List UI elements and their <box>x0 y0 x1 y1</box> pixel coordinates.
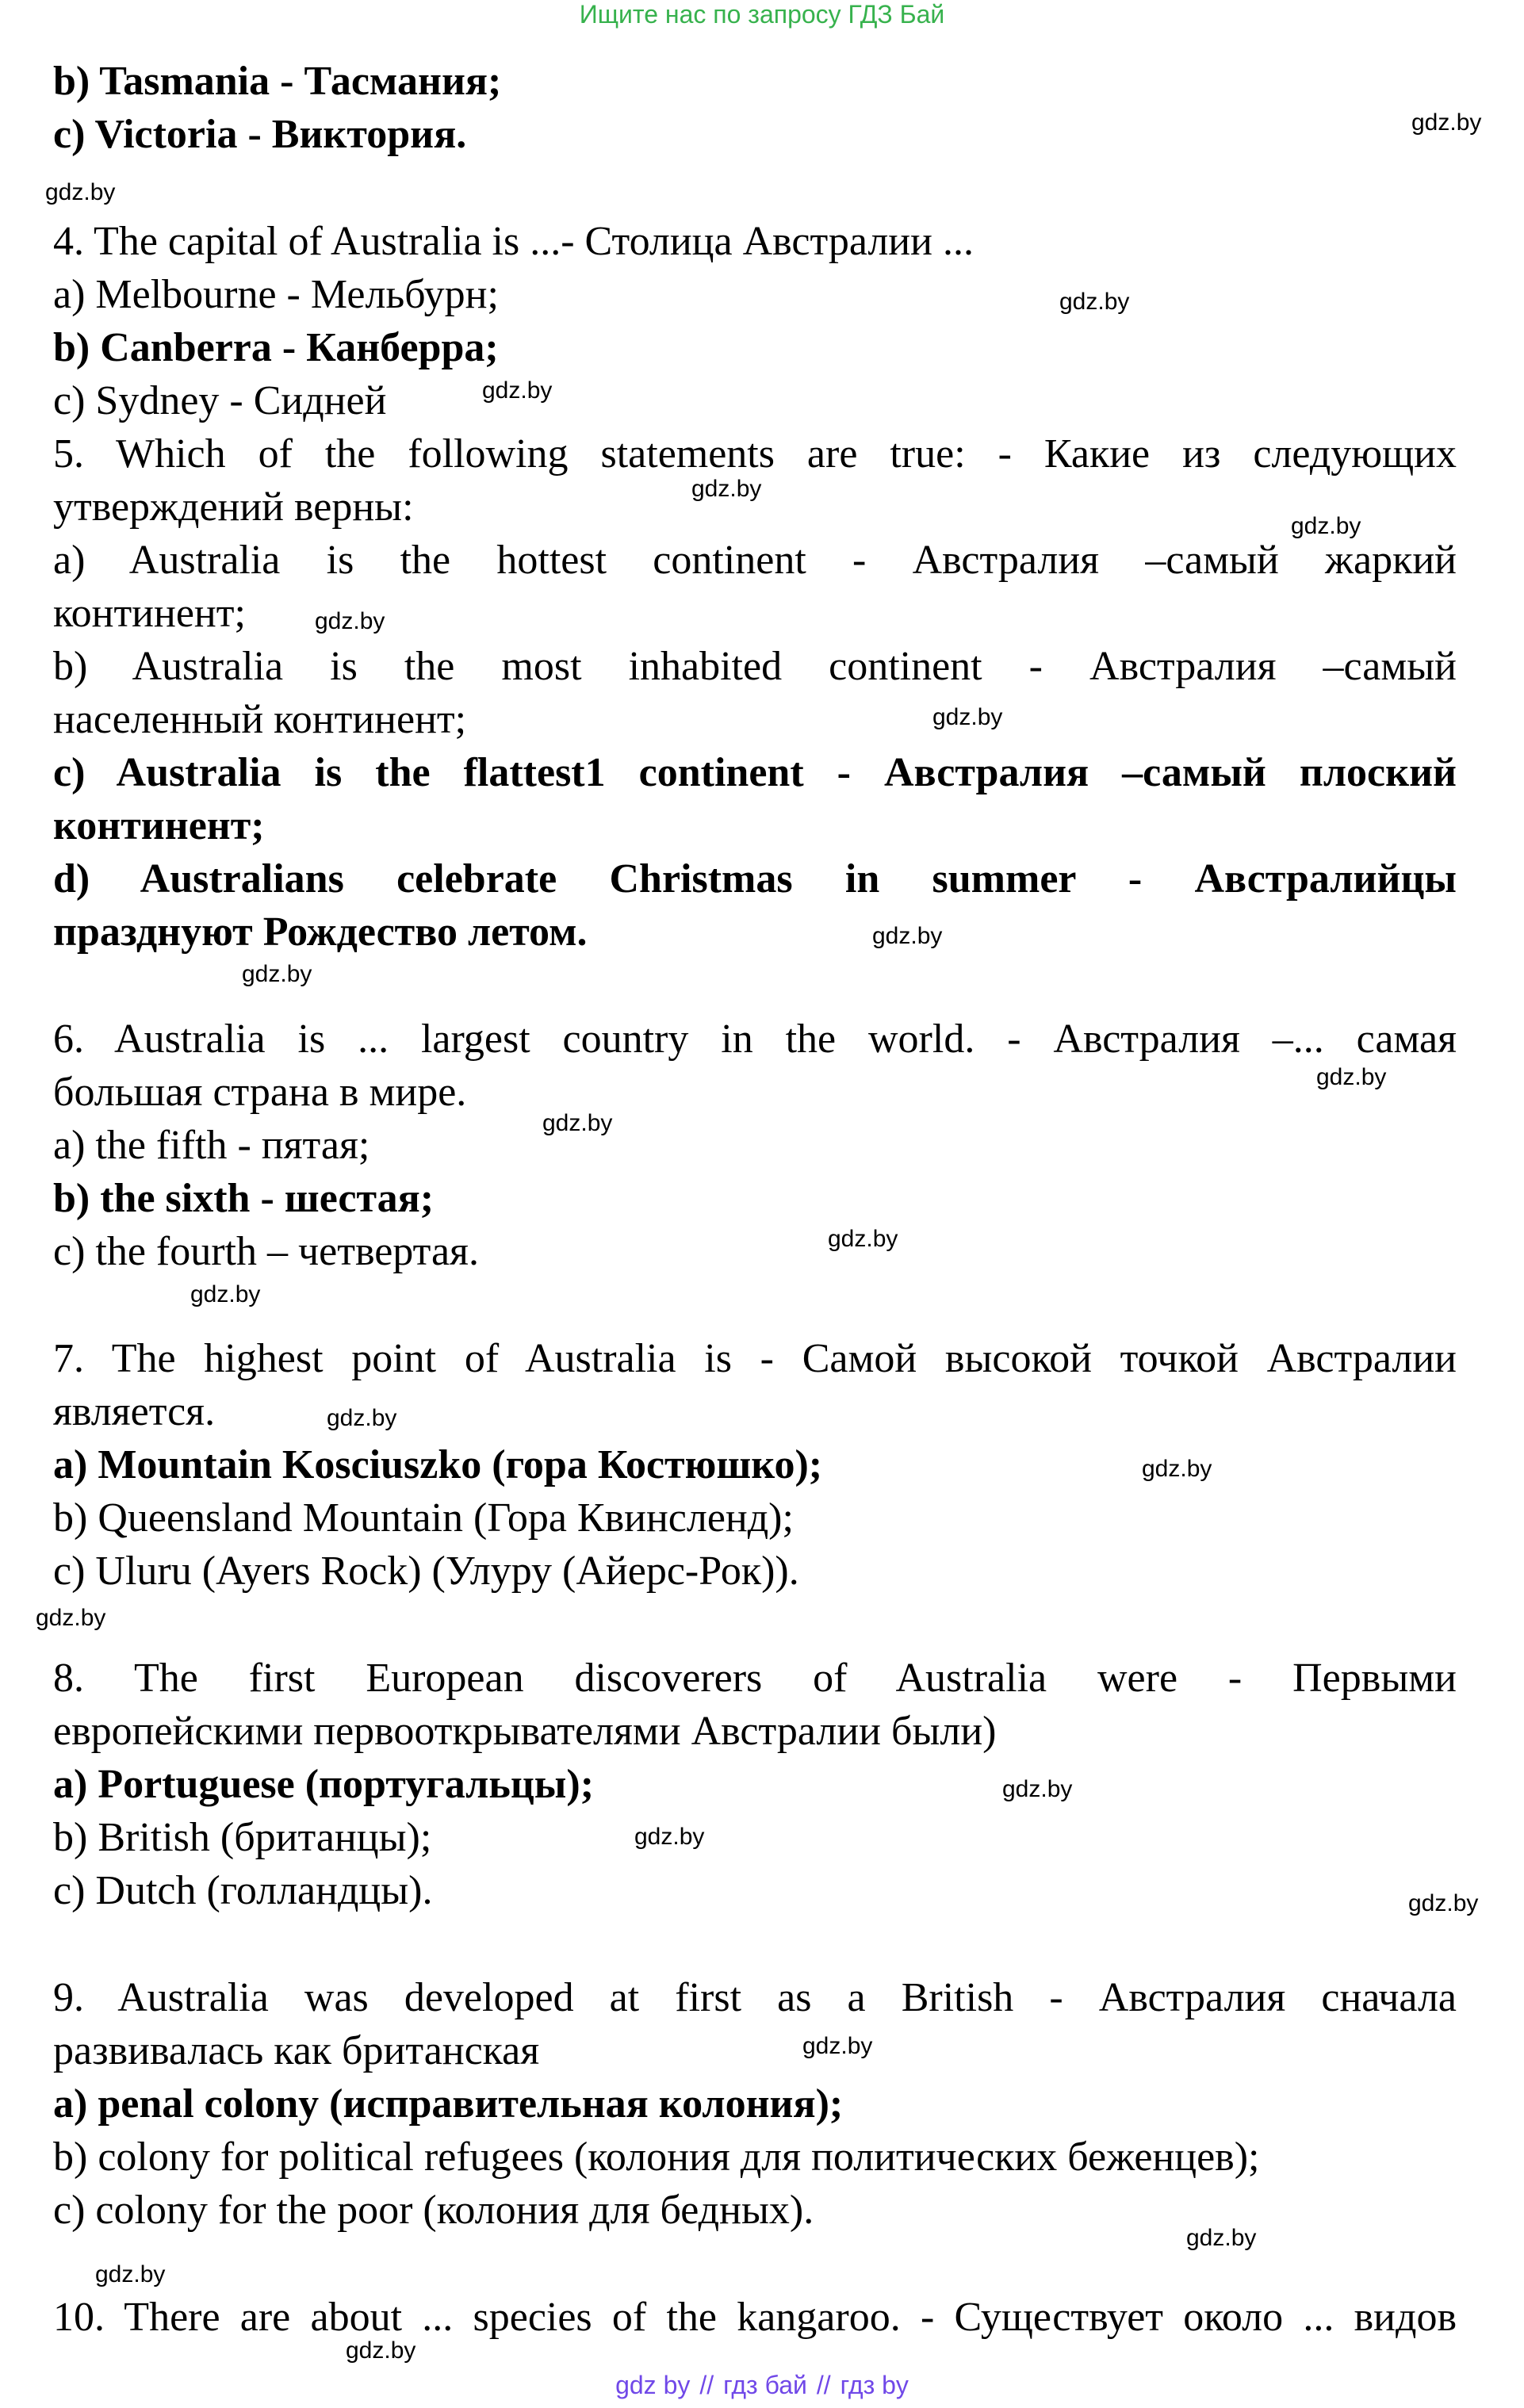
text-line: d) Australians celebrate Christmas in summer - Австралийцы <box>53 856 1457 902</box>
watermark: gdz.by <box>1408 1890 1479 1916</box>
text-line: 10. There are about ... species of the kangaroo. - Существует около ... видов <box>53 2295 1457 2340</box>
watermark: gdz.by <box>802 2033 873 2059</box>
text-line: континент; <box>53 591 246 636</box>
text-line: b) Queensland Mountain (Гора Квинсленд); <box>53 1495 794 1541</box>
text-line: празднуют Рождество летом. <box>53 909 588 955</box>
text-line: c) colony for the poor (колония для бедных). <box>53 2188 814 2233</box>
text-line: 6. Australia is ... largest country in the world. - Австралия –... самая <box>53 1016 1457 1062</box>
text-line: 5. Which of the following statements are true: - Какие из следующих <box>53 431 1457 477</box>
text-line: населенный континент; <box>53 697 467 742</box>
text-line: c) the fourth – четвертая. <box>53 1229 479 1274</box>
text-line: b) Canberra - Канберра; <box>53 325 499 370</box>
page-footer <box>0 2371 1524 2400</box>
watermark: gdz.by <box>482 377 553 404</box>
text-line: a) penal colony (исправительная колония); <box>53 2081 844 2127</box>
watermark: gdz.by <box>1291 513 1361 539</box>
watermark: gdz.by <box>1002 1776 1073 1802</box>
text-line: a) Australia is the hottest continent - Австралия –самый жаркий <box>53 538 1457 583</box>
text-line: 9. Australia was developed at first as a British - Австралия сначала <box>53 1975 1457 2020</box>
footer-separator: // <box>699 2371 714 2399</box>
text-line: c) Australia is the flattest1 continent - Австралия –самый плоский <box>53 750 1457 795</box>
text-line: c) Victoria - Виктория. <box>53 112 467 157</box>
watermark: gdz.by <box>1186 2225 1257 2251</box>
text-line: a) Mountain Kosciuszko (гора Костюшко); <box>53 1442 823 1487</box>
text-line: 8. The first European discoverers of Australia were - Первыми <box>53 1656 1457 1701</box>
watermark: gdz.by <box>36 1605 106 1631</box>
text-line: a) Melbourne - Мельбурн; <box>53 272 499 317</box>
page-header: Ищите нас по запросу ГДЗ Бай <box>579 0 945 29</box>
text-line: b) colony for political refugees (колония для политических беженцев); <box>53 2134 1260 2180</box>
text-line: b) the sixth - шестая; <box>53 1176 435 1221</box>
watermark: gdz.by <box>1059 289 1130 315</box>
text-line: большая страна в мире. <box>53 1070 467 1115</box>
watermark: gdz.by <box>327 1405 397 1431</box>
text-line: 7. The highest point of Australia is - Самой высокой точкой Австралии <box>53 1336 1457 1381</box>
text-line: b) British (британцы); <box>53 1815 432 1860</box>
watermark: gdz.by <box>315 608 385 634</box>
watermark: gdz.by <box>45 179 116 205</box>
watermark: gdz.by <box>932 704 1003 730</box>
watermark: gdz.by <box>346 2337 416 2364</box>
watermark: gdz.by <box>872 923 943 949</box>
watermark: gdz.by <box>95 2261 166 2287</box>
watermark: gdz.by <box>1316 1064 1387 1090</box>
text-line: a) Portuguese (португальцы); <box>53 1762 595 1807</box>
text-line: b) Australia is the most inhabited continent - Австралия –самый <box>53 644 1457 689</box>
text-line: c) Sydney - Сидней <box>53 378 387 423</box>
text-line: является. <box>53 1389 216 1434</box>
text-line: 4. The capital of Australia is ...- Столица Австралии ... <box>53 219 974 264</box>
text-line: европейскими первооткрывателями Австралии были) <box>53 1709 997 1754</box>
watermark: gdz.by <box>828 1226 898 1252</box>
footer-separator: // <box>816 2371 831 2399</box>
text-line: c) Uluru (Ayers Rock) (Улуру (Айерс-Рок)). <box>53 1549 799 1594</box>
watermark: gdz.by <box>1411 109 1482 136</box>
watermark: gdz.by <box>242 961 312 987</box>
text-line: c) Dutch (голландцы). <box>53 1868 433 1913</box>
watermark: gdz.by <box>634 1824 705 1850</box>
watermark: gdz.by <box>190 1281 261 1307</box>
text-line: континент; <box>53 803 265 848</box>
text-line: утверждений верны: <box>53 484 414 530</box>
text-line: b) Tasmania - Тасмания; <box>53 59 502 104</box>
text-line: развивалась как британская <box>53 2028 540 2073</box>
footer-text: gdz by <box>615 2371 691 2399</box>
watermark: gdz.by <box>1142 1456 1212 1482</box>
watermark: gdz.by <box>542 1110 613 1136</box>
footer-text: гдз by <box>840 2371 909 2399</box>
footer-text: гдз бай <box>723 2371 807 2399</box>
watermark: gdz.by <box>691 476 762 502</box>
text-line: a) the fifth - пятая; <box>53 1123 370 1168</box>
